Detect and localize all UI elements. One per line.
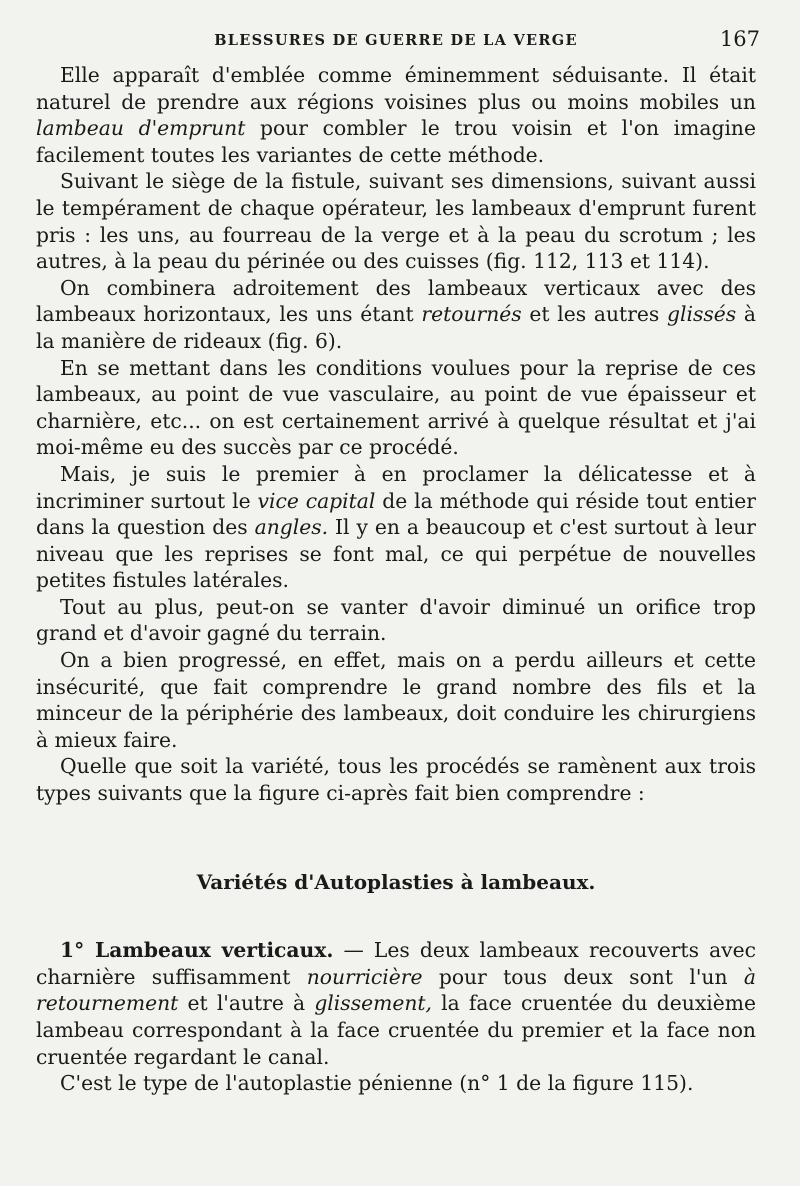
text-span: la face cruentée du deuxième lambeau correspondant à la face cruentée du premier et la face non cruentée regardant le canal. <box>36 991 756 1069</box>
section-paragraph-1 <box>36 937 756 1070</box>
text-span: et l'autre à <box>178 991 315 1016</box>
text-span: — Les deux lambeaux recouverts avec charnière suffisamment <box>36 938 756 989</box>
paragraph-4 <box>36 355 756 461</box>
text-span: Tout au plus, peut-on se vanter d'avoir diminué un orifice trop grand et d'avoir gagné du terrain. <box>36 594 756 646</box>
italic-span: retournés <box>421 302 522 327</box>
text-span: En se mettant dans les conditions voulues pour la reprise de ces lambeaux, au point de vue vasculaire, au point de vue épaisseur et charnière, etc... on est certainement arrivé à quelque résultat et j'ai moi-même eu des succès par ce procédé. <box>36 355 756 460</box>
text-span: Il y en a beaucoup et c'est surtout à leur niveau que les reprises se font mal, ce qui perpétue de nouvelles petites fistules latérales. <box>36 515 756 593</box>
paragraph-2 <box>36 168 756 274</box>
text-span: et les autres <box>521 302 668 327</box>
text-span: pour combler le trou voisin et l'on imagine facilement toutes les variantes de cette méthode. <box>36 116 756 167</box>
page-number: 167 <box>719 27 760 51</box>
running-title: BLESSURES DE GUERRE DE LA VERGE <box>214 32 578 49</box>
text-span: On combinera adroitement des lambeaux verticaux avec des lambeaux horizontaux, les uns étant <box>36 275 756 327</box>
italic-span: angles. <box>254 515 329 540</box>
text-span: C'est le type de l'autoplastie pénienne (n° 1 de la figure 115). <box>60 1071 694 1096</box>
paragraph-5 <box>36 461 756 594</box>
italic-span: à retournement <box>36 964 756 1016</box>
text-span: On a bien progressé, en effet, mais on a perdu ailleurs et cette insécurité, que fait comprendre le grand nombre des fils et la minceur de la périphérie des lambeaux, doit conduire les chirurgiens à mieux faire. <box>36 648 756 752</box>
section-heading: Variétés d'Autoplasties à lambeaux. <box>196 869 596 894</box>
body-text <box>36 62 756 1097</box>
text-span: Suivant le siège de la fistule, suivant ses dimensions, suivant aussi le tempérament de chaque opérateur, les lambeaux d'emprunt furent pris : les uns, au fourreau de la verge et à la peau du scrotum ; les autres, à la peau du périnée ou des cuisses (fig. 112, 113 et 114). <box>36 169 756 274</box>
paragraph-7 <box>36 647 756 753</box>
text-span: à la manière de rideaux (fig. 6). <box>36 302 757 353</box>
italic-span: lambeau d'emprunt <box>36 116 246 141</box>
paragraph-8 <box>36 753 756 806</box>
paragraph-3 <box>36 275 756 355</box>
text-span: pour tous deux sont l'un <box>422 964 744 989</box>
paragraph-6 <box>36 594 756 647</box>
running-header <box>36 22 760 62</box>
text-span: de la méthode qui réside tout entier dans la question des <box>36 488 756 540</box>
text-span: Quelle que soit la variété, tous les procédés se ramènent aux trois types suivants que la figure ci-après fait bien comprendre : <box>36 754 756 806</box>
text-span: Mais, je suis le premier à en proclamer la délicatesse et à incriminer surtout le <box>36 461 756 513</box>
bold-lead: 1° Lambeaux verticaux. <box>60 938 334 963</box>
text-span: Elle apparaît d'emblée comme éminemment séduisante. Il était naturel de prendre aux régions voisines plus ou moins mobiles un <box>36 63 756 114</box>
section-paragraph-2 <box>36 1070 756 1097</box>
paragraph-1 <box>36 62 756 168</box>
italic-span: nourricière <box>306 964 423 989</box>
italic-span: vice capital <box>257 488 376 513</box>
italic-span: glissés <box>667 302 737 327</box>
italic-span: glissement, <box>314 991 432 1016</box>
